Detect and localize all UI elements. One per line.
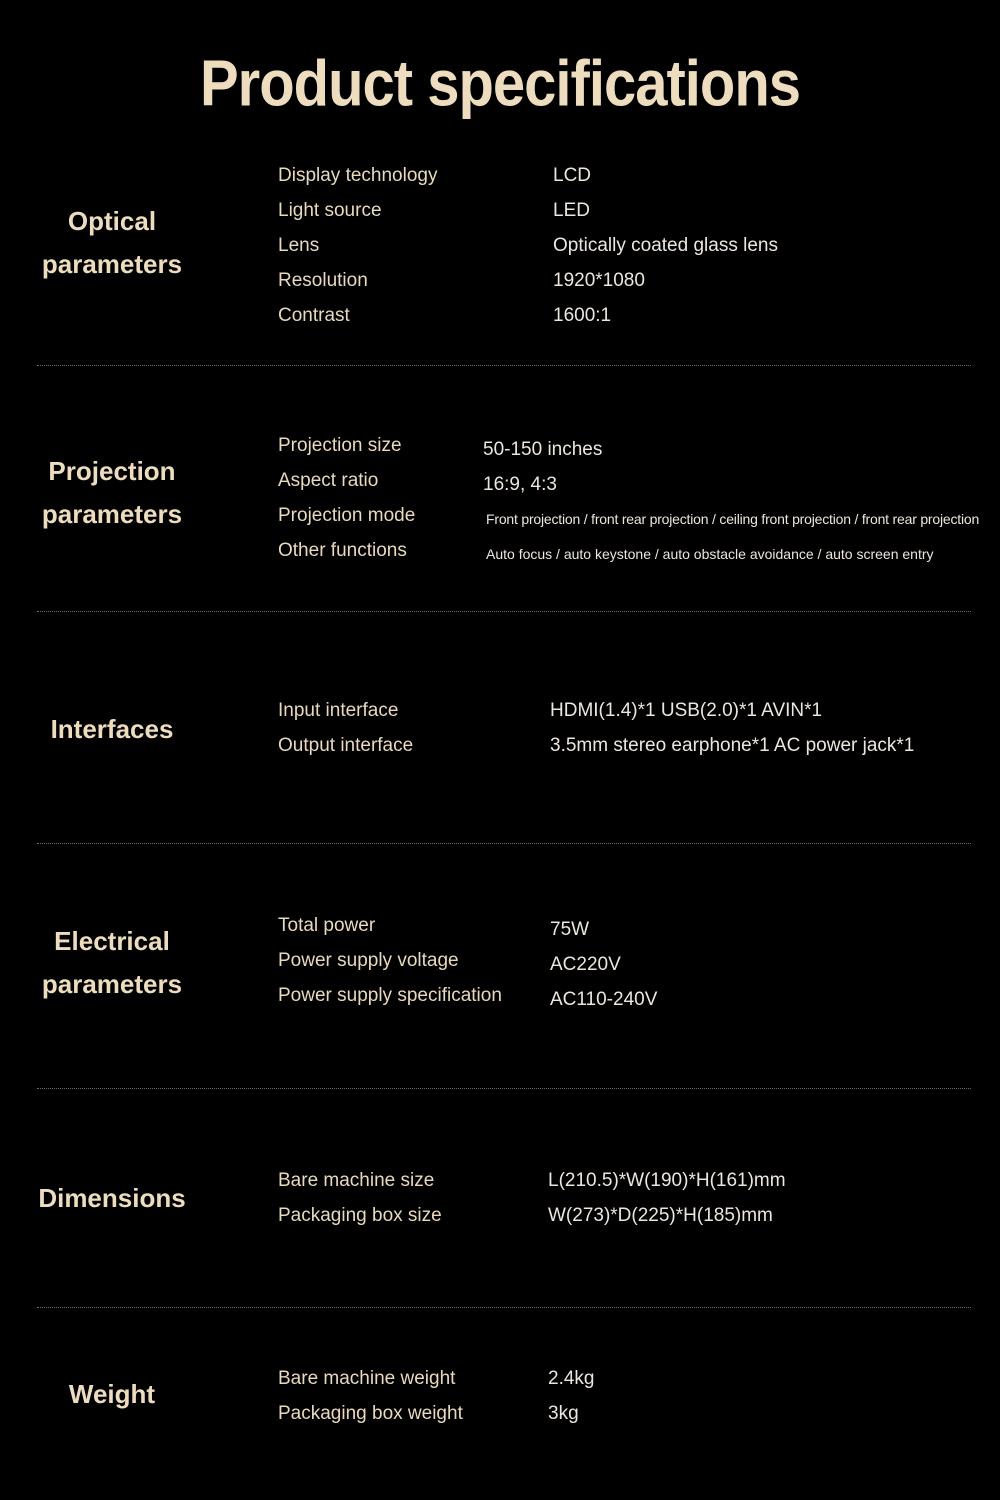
spec-key: Bare machine size (278, 1170, 435, 1191)
spec-value: AC110-240V (550, 989, 658, 1010)
spec-key: Power supply specification (278, 985, 502, 1006)
spec-value: LCD (553, 165, 592, 186)
spec-key: Contrast (278, 305, 350, 326)
spec-value: 16:9, 4:3 (483, 474, 557, 495)
spec-key: Output interface (278, 735, 414, 756)
spec-value: 2.4kg (548, 1368, 595, 1389)
spec-value: L(210.5)*W(190)*H(161)mm (548, 1170, 786, 1191)
spec-value: LED (553, 200, 590, 221)
spec-key: Packaging box weight (278, 1403, 463, 1424)
spec-value: W(273)*D(225)*H(185)mm (548, 1205, 773, 1226)
spec-value: 50-150 inches (483, 439, 603, 460)
spec-value: 3kg (548, 1403, 579, 1424)
spec-key: Packaging box size (278, 1205, 442, 1226)
section-title-dimensions: Dimensions (38, 1183, 186, 1213)
spec-key: Display technology (278, 165, 438, 186)
spec-key: Bare machine weight (278, 1368, 456, 1389)
section-title-electrical: Electrical parameters (41, 926, 183, 999)
spec-key: Projection size (278, 435, 402, 456)
section-title-weight: Weight (68, 1379, 156, 1409)
section-title-interfaces: Interfaces (50, 714, 174, 744)
spec-value: 1920*1080 (553, 270, 645, 291)
section-title-optical: Optical parameters (41, 206, 183, 279)
spec-key: Total power (278, 915, 376, 936)
spec-key: Power supply voltage (278, 950, 459, 971)
section-divider (37, 611, 971, 612)
spec-key: Resolution (278, 270, 368, 291)
spec-key: Other functions (278, 540, 407, 561)
spec-key: Projection mode (278, 505, 416, 526)
spec-key: Input interface (278, 700, 399, 721)
section-divider (37, 1307, 971, 1308)
spec-value: 3.5mm stereo earphone*1 AC power jack*1 (550, 735, 915, 756)
spec-value: AC220V (550, 954, 621, 975)
spec-key: Aspect ratio (278, 470, 379, 491)
page-title: Product specifications (199, 47, 801, 120)
spec-key: Light source (278, 200, 382, 221)
spec-value: 75W (550, 919, 590, 940)
spec-key: Lens (278, 235, 320, 256)
section-title-projection: Projection parameters (41, 456, 183, 529)
spec-value: Front projection / front rear projection / ceiling front projection / front rear projection (486, 511, 980, 527)
section-divider (37, 843, 971, 844)
spec-value: 1600:1 (553, 305, 612, 326)
section-divider (37, 1088, 971, 1089)
spec-value: Optically coated glass lens (553, 235, 778, 256)
section-divider (37, 365, 971, 366)
spec-value: Auto focus / auto keystone / auto obstacle avoidance / auto screen entry (486, 546, 934, 562)
spec-value: HDMI(1.4)*1 USB(2.0)*1 AVIN*1 (550, 700, 823, 721)
